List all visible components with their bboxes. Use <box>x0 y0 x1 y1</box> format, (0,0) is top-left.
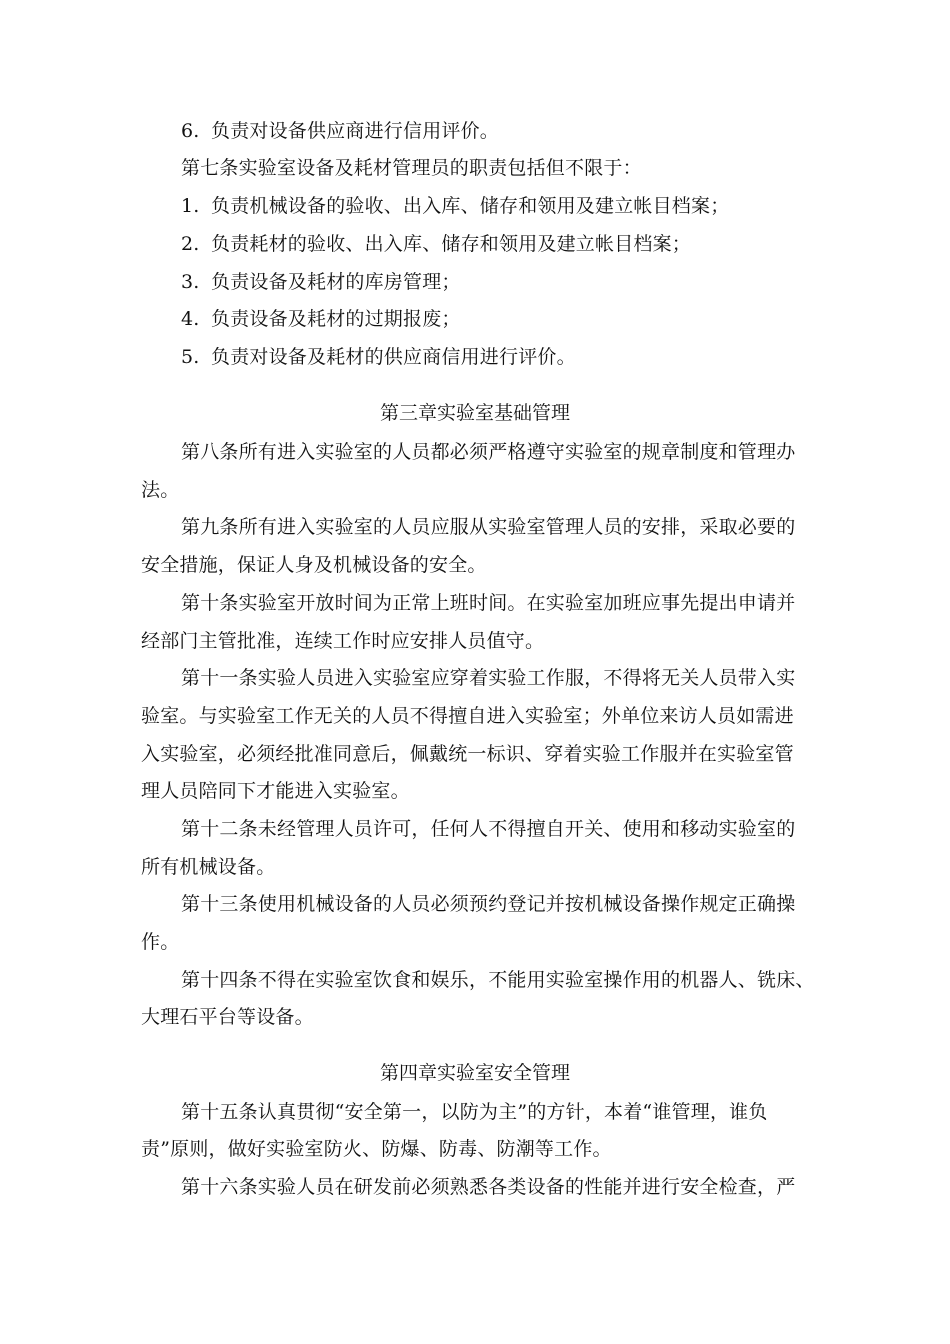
paragraph-line: 所有机械设备。 <box>141 856 276 878</box>
list-text: 负责设备及耗材的库房管理； <box>211 271 461 293</box>
paragraph-line: 理人员陪同下才能进入实验室。 <box>141 780 410 802</box>
article-7-item-3 <box>181 270 461 294</box>
list-text: 负责对设备供应商进行信用评价。 <box>211 120 500 142</box>
paragraph-line: 责”原则，做好实验室防火、防爆、防毒、防潮等工作。 <box>141 1138 612 1160</box>
paragraph-line: 作。 <box>141 931 180 953</box>
paragraph-line: 第十五条认真贯彻“安全第一，以防为主”的方针，本着“谁管理，谁负 <box>181 1101 768 1123</box>
list-text: 负责对设备及耗材的供应商信用进行评价。 <box>211 346 576 368</box>
article-7-item-1 <box>181 194 729 218</box>
paragraph-line: 法。 <box>141 479 180 501</box>
paragraph-line: 第九条所有进入实验室的人员应服从实验室管理人员的安排，采取必要的 <box>181 516 796 538</box>
chapter-4-title: 第四章实验室安全管理 <box>379 1062 570 1084</box>
paragraph-line: 第十条实验室开放时间为正常上班时间。在实验室加班应事先提出申请并 <box>181 592 796 614</box>
chapter-3-title: 第三章实验室基础管理 <box>379 402 570 424</box>
article-7-item-5 <box>181 345 576 369</box>
paragraph-line: 第十四条不得在实验室饮食和娱乐，不能用实验室操作用的机器人、铣床、 <box>181 969 815 991</box>
paragraph-line: 经部门主管批准，连续工作时应安排人员值守。 <box>141 630 545 652</box>
article-7-item-2 <box>181 232 691 256</box>
paragraph-line: 验室。与实验室工作无关的人员不得擅自进入实验室；外单位来访人员如需进 <box>141 705 794 727</box>
paragraph-line: 第十二条未经管理人员许可，任何人不得擅自开关、使用和移动实验室的 <box>181 818 796 840</box>
paragraph-line: 第十一条实验人员进入实验室应穿着实验工作服，不得将无关人员带入实 <box>181 667 796 689</box>
list-number: 2. <box>181 233 200 255</box>
list-number: 1. <box>181 195 200 217</box>
list-text: 负责设备及耗材的过期报废； <box>211 308 461 330</box>
paragraph-line: 入实验室，必须经批准同意后，佩戴统一标识、穿着实验工作服并在实验室管 <box>141 743 794 765</box>
paragraph-line: 第八条所有进入实验室的人员都必须严格遵守实验室的规章制度和管理办 <box>181 441 796 463</box>
list-number: 4. <box>181 308 200 330</box>
list-number: 6. <box>181 120 200 142</box>
list-text: 负责机械设备的验收、出入库、储存和领用及建立帐目档案； <box>211 195 730 217</box>
list-number: 5. <box>181 346 200 368</box>
paragraph-line: 大理石平台等设备。 <box>141 1006 314 1028</box>
list-item-6 <box>181 119 499 143</box>
list-number: 3. <box>181 271 200 293</box>
article-7-item-4 <box>181 307 461 331</box>
paragraph-line: 第十六条实验人员在研发前必须熟悉各类设备的性能并进行安全检查，严 <box>181 1176 796 1198</box>
list-text: 负责耗材的验收、出入库、储存和领用及建立帐目档案； <box>211 233 692 255</box>
paragraph-line: 第十三条使用机械设备的人员必须预约登记并按机械设备操作规定正确操 <box>181 893 796 915</box>
paragraph-line: 安全措施，保证人身及机械设备的安全。 <box>141 554 487 576</box>
article-7-intro: 第七条实验室设备及耗材管理员的职责包括但不限于： <box>181 157 642 179</box>
